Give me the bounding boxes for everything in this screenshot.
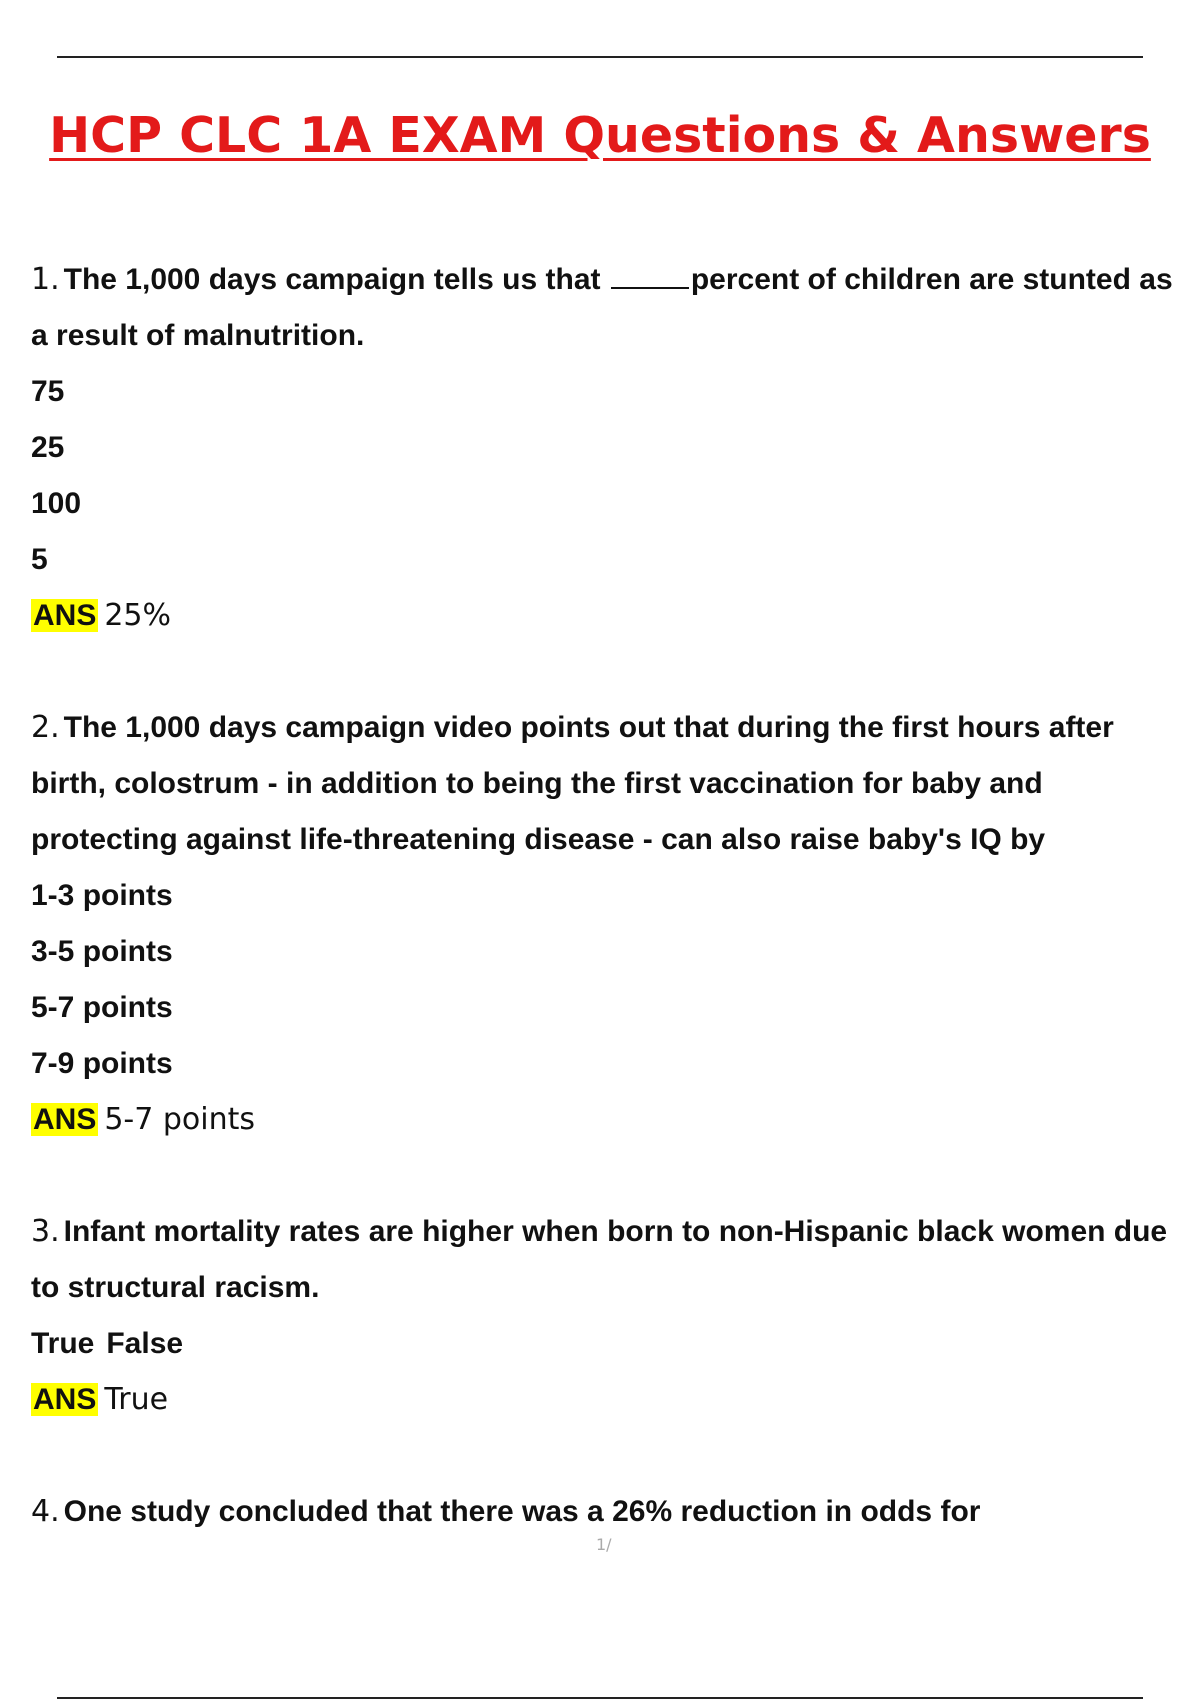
question-1-number: 1. [31, 262, 60, 297]
question-3-number: 3. [31, 1214, 60, 1249]
question-3-option: True [31, 1327, 95, 1360]
question-2-body: The 1,000 days campaign video points out that during the first hours after birth, colostrum - in addition to being the first vaccination for baby and protecting against life-threatening disease - can also raise baby's IQ by [31, 711, 1114, 856]
answer-label: ANS [33, 1383, 97, 1416]
question-3-options [31, 1316, 1196, 1372]
question-1 [31, 252, 1196, 644]
bottom-rule [57, 1697, 1143, 1699]
top-rule [57, 56, 1143, 58]
question-3 [31, 1204, 1196, 1428]
question-3-option: False [106, 1327, 184, 1360]
question-2-option: 3-5 points [31, 935, 173, 968]
question-1-answer [31, 588, 1196, 644]
answer-label: ANS [33, 1103, 97, 1136]
question-4-body: One study concluded that there was a 26% reduction in odds for [63, 1495, 981, 1528]
question-3-answer-value: True [104, 1382, 169, 1417]
answer-label: ANS [33, 599, 97, 632]
question-1-answer-value: 25% [104, 598, 172, 633]
question-1-option: 75 [31, 375, 65, 408]
question-1-option: 5 [31, 543, 48, 576]
fill-in-blank [611, 265, 689, 289]
question-1-option: 100 [31, 487, 82, 520]
question-3-body: Infant mortality rates are higher when born to non-Hispanic black women due to structural racism. [31, 1215, 1168, 1304]
question-2-number: 2. [31, 710, 60, 745]
question-1-text [31, 252, 1196, 364]
question-3-answer [31, 1372, 1196, 1428]
page-title: HCP CLC 1A EXAM Questions & Answers [49, 107, 1151, 164]
question-1-option: 25 [31, 431, 65, 464]
question-2-option: 1-3 points [31, 879, 173, 912]
question-2 [31, 700, 1196, 1148]
question-4-text [31, 1484, 1196, 1540]
question-3-text [31, 1204, 1196, 1316]
question-2-answer-value: 5-7 points [104, 1102, 256, 1137]
question-1-text-after: percent of children are stunted as a result of malnutrition. [31, 263, 1173, 352]
question-2-answer [31, 1092, 1196, 1148]
question-1-text-before: The 1,000 days campaign tells us that [63, 263, 601, 296]
page-number: 1/ [596, 1535, 612, 1554]
question-2-option: 7-9 points [31, 1047, 173, 1080]
question-2-option: 5-7 points [31, 991, 173, 1024]
question-list [31, 252, 1196, 1596]
question-4-number: 4. [31, 1494, 60, 1529]
question-2-text [31, 700, 1196, 868]
question-4 [31, 1484, 1196, 1540]
